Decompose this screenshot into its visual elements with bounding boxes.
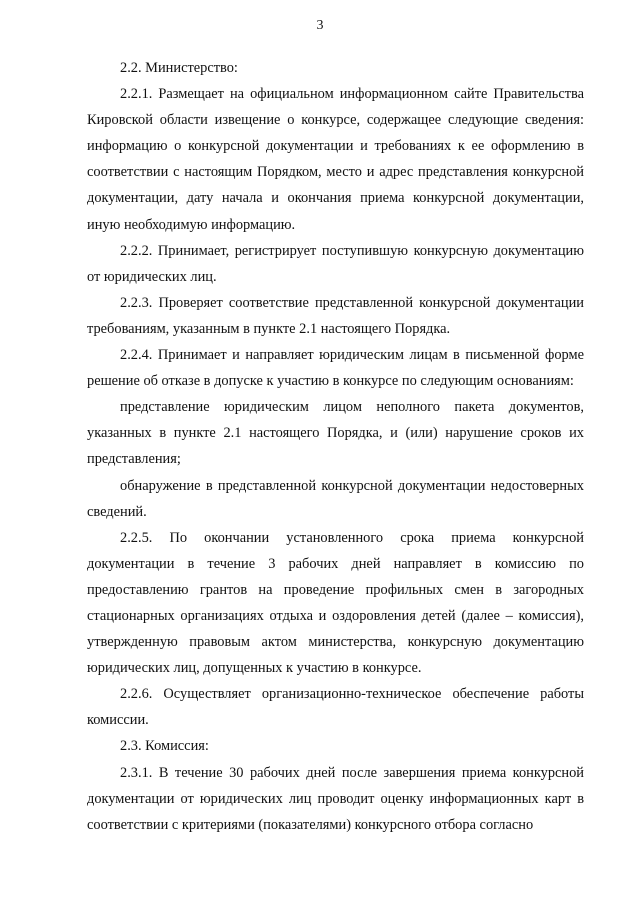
paragraph-2-2-2: 2.2.2. Принимает, регистрирует поступившую конкурсную документацию от юридических лиц. bbox=[87, 242, 584, 285]
paragraph-2-2-4-ground-1: представление юридическим лицом неполного пакета документов, указанных в пункте 2.1 настоящего Порядка, и (или) нарушение сроков их представления; bbox=[87, 399, 584, 468]
paragraph-2-2-4: 2.2.4. Принимает и направляет юридическим лицам в письменной форме решение об отказе в допуске к участию в конкурсе по следующим основаниям: bbox=[87, 347, 584, 390]
paragraph-2-2-5: 2.2.5. По окончании установленного срока приема конкурсной документации в течение 3 рабочих дней направляет в комиссию по предоставлению грантов на проведение профильных смен в загородных стационарных организациях отдыха и оздоровления детей (далее – комиссия), утвержденную правовым актом министерства, конкурсную документацию юридических лиц, допущенных к участию в конкурсе. bbox=[87, 529, 584, 677]
paragraph-2-2-4-ground-2: обнаружение в представленной конкурсной документации недостоверных сведений. bbox=[87, 477, 584, 520]
section-heading-ministry: 2.2. Министерство: bbox=[120, 60, 238, 76]
paragraph-2-2-3: 2.2.3. Проверяет соответствие представленной конкурсной документации требованиям, указанным в пункте 2.1 настоящего Порядка. bbox=[87, 294, 584, 337]
paragraph-2-2-6: 2.2.6. Осуществляет организационно-техническое обеспечение работы комиссии. bbox=[87, 686, 584, 729]
paragraph-2-2-1: 2.2.1. Размещает на официальном информационном сайте Правительства Кировской области извещение о конкурсе, содержащее следующие сведения: информацию о конкурсной документации и требованиях к ее оформлению в соответствии с настоящим Порядком, место и адрес представления конкурсной документации, дату начала и окончания приема конкурсной документации, иную необходимую информацию. bbox=[87, 86, 584, 233]
document-body bbox=[87, 55, 584, 838]
page-number: 3 bbox=[316, 18, 324, 33]
paragraph-2-3-1: 2.3.1. В течение 30 рабочих дней после завершения приема конкурсной документации от юридических лиц проводит оценку информационных карт в соответствии с критериями (показателями) конкурсного отбора согласно bbox=[87, 764, 584, 833]
section-heading-commission: 2.3. Комиссия: bbox=[120, 738, 209, 755]
